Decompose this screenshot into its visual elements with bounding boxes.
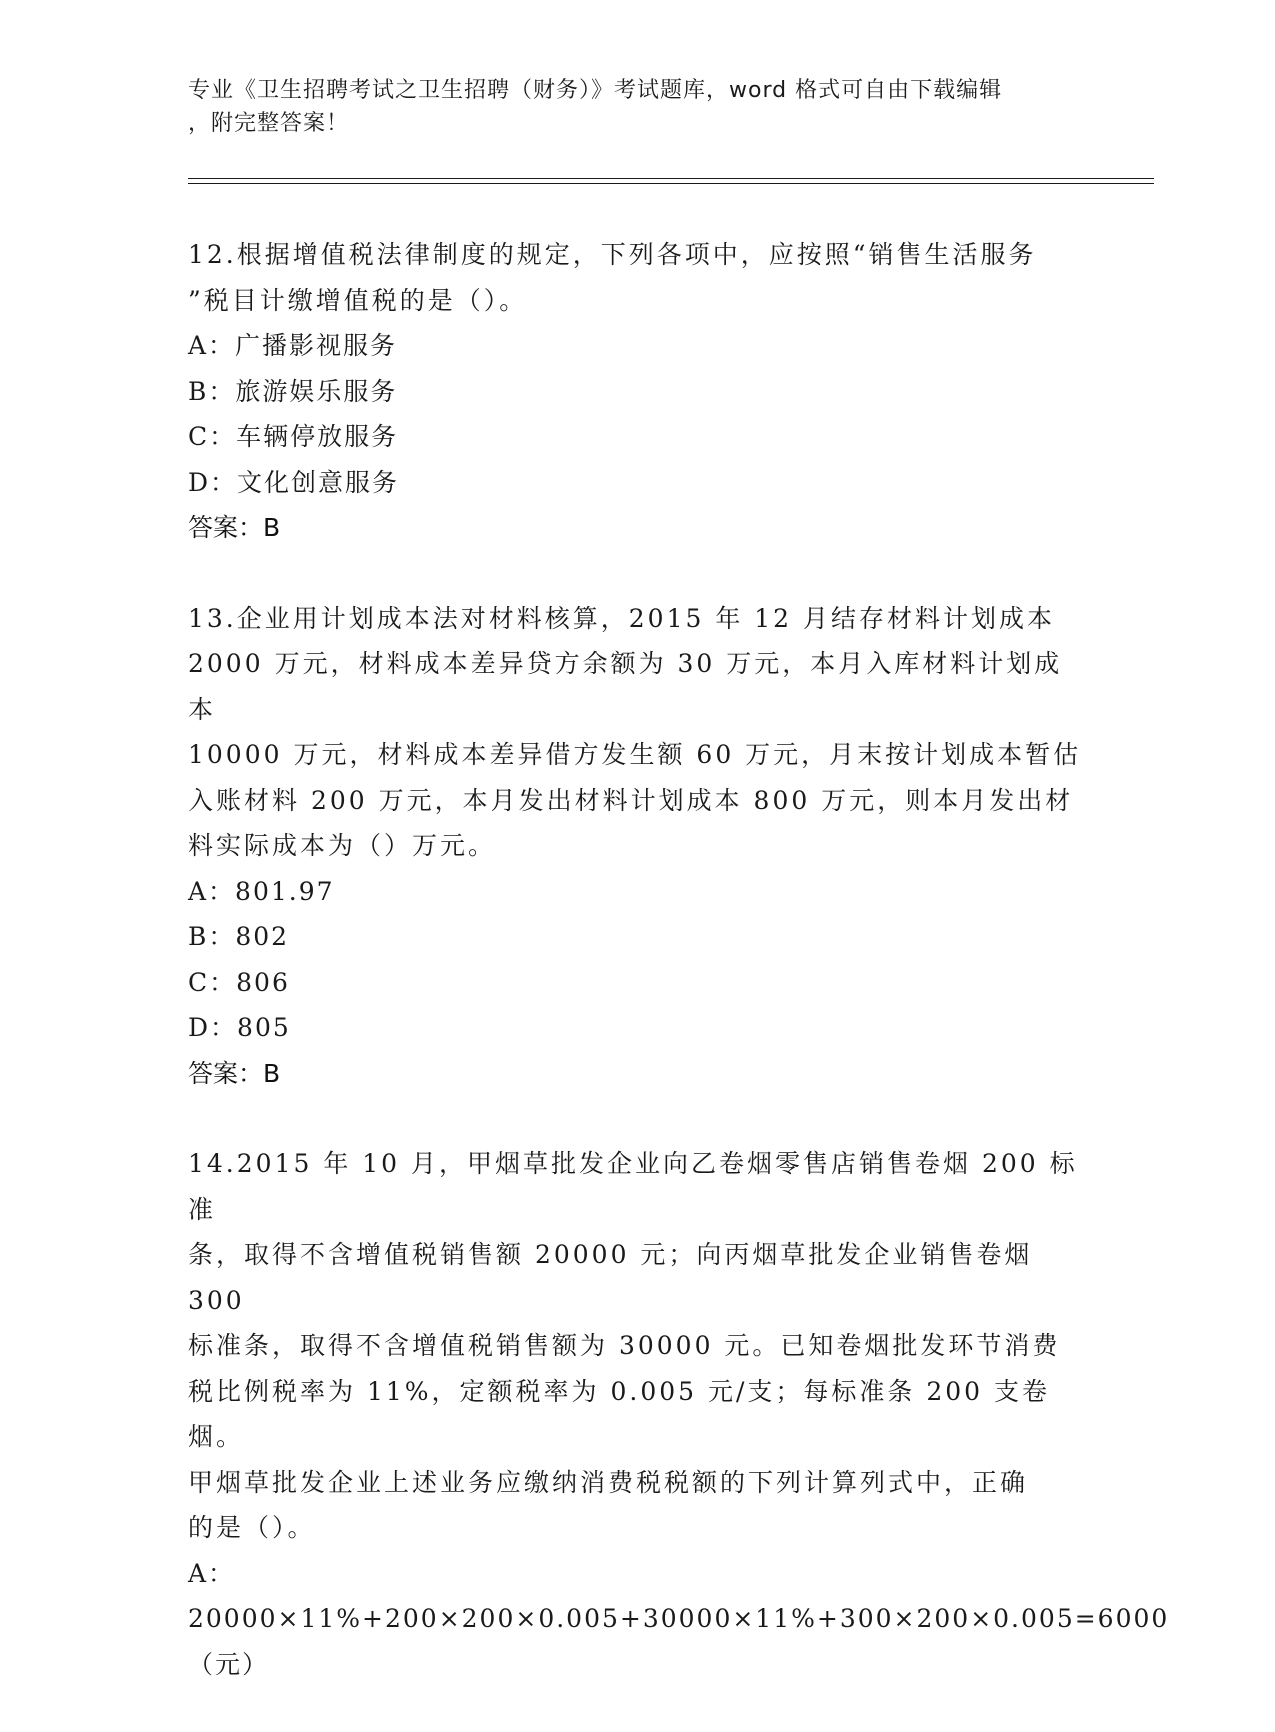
question-text: [188, 596, 1088, 869]
document-header: [188, 74, 1088, 140]
answer-label: 答案：B: [188, 1058, 281, 1088]
answer-label: 答案：B: [188, 513, 281, 542]
option-b: B：旅游娱乐服务: [188, 376, 398, 406]
option-c: C：车辆停放服务: [188, 422, 399, 451]
option-a: A：801.97: [188, 876, 335, 906]
question-text: [188, 1141, 1088, 1551]
option-a: A：20000×11%+200×200×0.005+30000×11%+300×200×0.005=6000: [188, 1558, 1170, 1633]
question-13: [188, 596, 1088, 1097]
question-text-line: 10000 万元，材料成本差异借方发生额 60 万元，月末按计划成本暂估: [188, 740, 1082, 769]
question-text: [188, 232, 1088, 323]
option-d: D：文化创意服务: [188, 467, 400, 497]
question-list: [188, 232, 1170, 1732]
question-text-line: 12.根据增值税法律制度的规定，下列各项中，应按照“销售生活服务: [188, 240, 1037, 269]
question-text-line: 13.企业用计划成本法对材料核算，2015 年 12 月结存材料计划成本: [188, 603, 1056, 633]
option-a: A：广播影视服务: [188, 331, 398, 360]
header-divider-bottom: [188, 183, 1154, 184]
header-line-1: 专业《卫生招聘考试之卫生招聘（财务）》考试题库，word 格式可自由下载编辑: [188, 78, 1003, 103]
question-12: [188, 232, 1088, 551]
question-text-line: 14.2015 年 10 月，甲烟草批发企业向乙卷烟零售店销售卷烟 200 标准: [188, 1149, 1078, 1224]
option-b: B：802: [188, 922, 290, 951]
question-14: [188, 1141, 1170, 1687]
option-c: C：806: [188, 967, 290, 997]
question-text-line: 税比例税率为 11%，定额税率为 0.005 元/支；每标准条 200 支卷烟。: [188, 1376, 1051, 1451]
question-text-line: 的是（）。: [188, 1513, 316, 1542]
question-text-line: 料实际成本为（）万元。: [188, 831, 497, 860]
question-text-line: 入账材料 200 万元，本月发出材料计划成本 800 万元，则本月发出材: [188, 785, 1074, 815]
header-divider-top: [188, 178, 1154, 179]
question-text-line: 2000 万元，材料成本差异贷方余额为 30 万元，本月入库材料计划成本: [188, 649, 1063, 724]
question-text-line: ”税目计缴增值税的是（）。: [188, 285, 528, 315]
question-text-line: 标准条，取得不含增值税销售额为 30000 元。已知卷烟批发环节消费: [188, 1331, 1061, 1360]
question-text-line: 条，取得不含增值税销售额 20000 元；向丙烟草批发企业销售卷烟 300: [188, 1240, 1033, 1315]
option-d: D：805: [188, 1013, 291, 1042]
question-text-line: 甲烟草批发企业上述业务应缴纳消费税税额的下列计算列式中，正确: [188, 1467, 1029, 1497]
header-line-2: ，附完整答案！: [188, 111, 350, 136]
option-a-continuation: （元）: [188, 1649, 270, 1679]
